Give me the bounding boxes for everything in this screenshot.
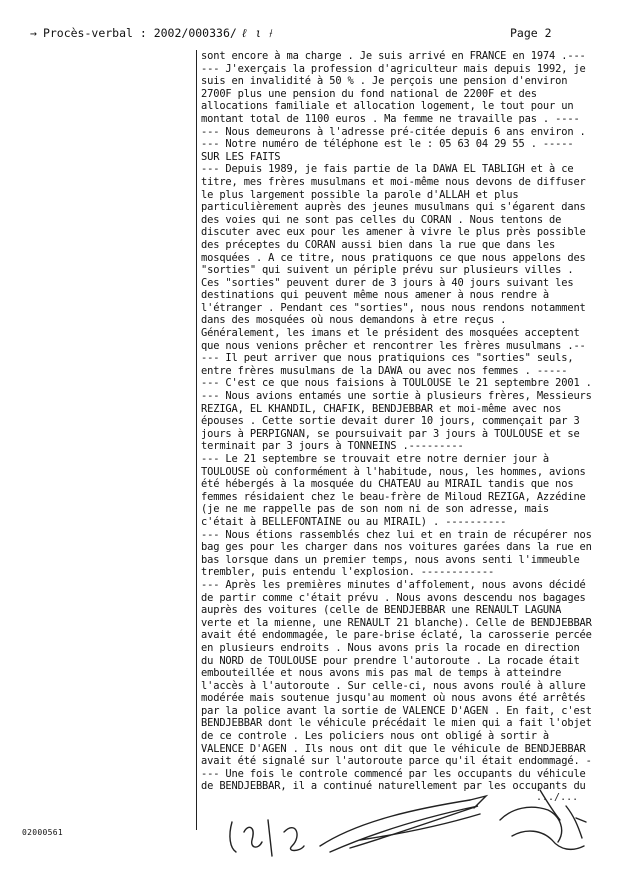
- text-line: particulièrement auprès des jeunes musulmans qui s'égarent dans: [201, 201, 586, 214]
- text-line: le plus largement possible la parole d'ALLAH et plus: [201, 188, 519, 201]
- text-line: --- Après les premières minutes d'affolement, nous avons décidé: [201, 578, 586, 591]
- text-line: épouses . Cette sortie devait durer 10 jours, commençait par 3: [201, 415, 580, 428]
- text-line: de partir comme c'était prévu . Nous avons descendu nos bagages: [201, 591, 586, 604]
- text-line: verte et la mienne, une RENAULT 21 blanche). Celle de BENDJEBBAR: [201, 616, 592, 629]
- text-line: suis en invalidité à 50 % . Je perçois une pension d'environ: [201, 75, 568, 88]
- text-line: femmes résidaient chez le beau-frère de Miloud REZIGA, Azzédine: [201, 490, 586, 503]
- text-line: TOULOUSE où conformément à l'habitude, nous, les hommes, avions: [201, 465, 586, 478]
- text-line: mosquées . A ce titre, nous pratiquons ce que nous appelons des: [201, 251, 586, 264]
- arrow-icon: →: [30, 26, 37, 40]
- text-line: allocations familiale et allocation logement, le tout pour un: [201, 100, 574, 113]
- text-line: --- Nous avions entamés une sortie à plusieurs frères, Messieurs: [201, 390, 592, 403]
- text-line: avait été signalé sur l'autoroute parce qu'il était endommagé. -: [201, 755, 592, 768]
- continuation-mark: .../...: [536, 792, 579, 803]
- text-line: --- C'est ce que nous faisions à TOULOUSE le 21 septembre 2001 .: [201, 377, 592, 390]
- text-line: titre, mes frères musulmans et moi-même nous devons de diffuser: [201, 175, 586, 188]
- text-line: discuter avec eux pour les amener à vivre le plus près possible: [201, 226, 586, 239]
- text-line: REZIGA, EL KHANDIL, CHAFIK, BENDJEBBAR et moi-même avec nos: [201, 402, 562, 415]
- text-line: Généralement, les imans et le président des mosquées acceptent: [201, 327, 580, 340]
- text-line: BENDJEBBAR dont le véhicule précédait le mien qui a fait l'objet: [201, 717, 592, 730]
- page-number: Page 2: [510, 26, 552, 40]
- text-line: par la police avant la sortie de VALENCE D'AGEN . En fait, c'est: [201, 704, 592, 717]
- text-line: bas lorsque dans un premier temps, nous avons senti l'immeuble: [201, 553, 580, 566]
- text-line: SUR LES FAITS: [201, 150, 281, 163]
- text-line: l'accès à l'autoroute . Sur celle-ci, nous avons roulé à allure: [201, 679, 586, 692]
- text-line: c'était à BELLEFONTAINE ou au MIRAIL) . ----------: [201, 515, 507, 528]
- text-line: --- Il peut arriver que nous pratiquions ces "sorties" seuls,: [201, 352, 574, 365]
- text-line: --- Le 21 septembre se trouvait etre notre dernier jour à: [201, 453, 550, 465]
- text-line: (je ne me rappelle pas de son nom ni de son adresse, mais: [201, 503, 550, 516]
- text-line: --- Nous étions rassemblés chez lui et en train de récupérer nos: [201, 528, 592, 541]
- signature-left: [230, 820, 304, 856]
- text-line: embouteillée et nous avons mis pas mal de temps à atteindre: [201, 667, 562, 680]
- text-line: 2700F plus une pension du fond national de 2200F et des: [201, 87, 537, 100]
- text-line: de ce controle . Les policiers nous ont obligé à sortir à: [201, 730, 550, 743]
- signature-middle: [320, 796, 486, 852]
- text-line: avait été endommagée, le pare-brise éclaté, la carosserie percée: [201, 629, 592, 642]
- document-code: 02000561: [22, 828, 63, 837]
- text-line: montant total de 1100 euros . Ma femme ne travaille pas . ----: [201, 112, 580, 125]
- proces-verbal-label: Procès-verbal : 2002/000336/: [42, 26, 237, 40]
- handwritten-initials: ℓ ι ⟊: [240, 26, 272, 40]
- text-line: des préceptes du CORAN aussi bien dans la rue que dans les: [201, 238, 556, 251]
- text-line: des voies qui ne sont pas celles du CORAN . Nous tentons de: [201, 213, 562, 226]
- text-line: --- Depuis 1989, je fais partie de la DAWA EL TABLIGH et à ce: [201, 163, 574, 176]
- text-line: modérée mais soutenue jusqu'au moment où nous avons été arrêtés: [201, 692, 586, 705]
- text-line: destinations qui peuvent même nous amener à nous rendre à: [201, 289, 550, 302]
- text-line: Ces "sorties" peuvent durer de 3 jours à 40 jours suivant les: [201, 276, 574, 289]
- text-line: bag ges pour les charger dans nos voitures garées dans la rue en: [201, 541, 592, 554]
- text-line: VALENCE D'AGEN . Ils nous ont dit que le véhicule de BENDJEBBAR: [201, 742, 586, 755]
- text-line: terminait par 3 jours à TONNEINS .---------: [201, 440, 464, 453]
- text-line: "sorties" qui suivent un périple prévu sur plusieurs villes .: [201, 264, 574, 277]
- text-line: jours à PERPIGNAN, se poursuivait par 3 jours à TOULOUSE et se: [201, 427, 580, 440]
- text-line: sont encore à ma charge . Je suis arrivé en FRANCE en 1974 .---: [201, 50, 586, 62]
- text-line: de BENDJEBBAR, il a continué naturellement par les occupants du: [201, 780, 586, 793]
- text-line: --- J'exerçais la profession d'agriculteur mais depuis 1992, je: [201, 62, 586, 75]
- text-line: que nous venions prêcher et rencontrer les frères musulmans .--: [201, 339, 586, 352]
- text-line: entre frères musulmans de la DAWA ou avec nos femmes . -----: [201, 364, 568, 377]
- text-line: été hébergés à la mosquée du CHATEAU au MIRAIL tandis que nos: [201, 478, 574, 491]
- text-line: trembler, puis entendu l'explosion. ------------: [201, 566, 495, 579]
- text-line: --- Une fois le controle commencé par les occupants du véhicule: [201, 767, 586, 780]
- text-line: auprès des voitures (celle de BENDJEBBAR une RENAULT LAGUNA: [201, 604, 562, 617]
- text-line: --- Nous demeurons à l'adresse pré-citée depuis 6 ans environ .: [201, 125, 586, 138]
- text-line: dans des mosquées où nous demandons à etre reçus .: [201, 314, 507, 327]
- text-line: du NORD de TOULOUSE pour prendre l'autoroute . La rocade était: [201, 654, 580, 667]
- text-line: --- Notre numéro de téléphone est le : 05 63 04 29 55 . -----: [201, 138, 574, 151]
- text-line: l'étranger . Pendant ces "sorties", nous nous rendons notamment: [201, 301, 586, 314]
- text-line: en plusieurs endroits . Nous avons pris la rocade en direction: [201, 641, 580, 654]
